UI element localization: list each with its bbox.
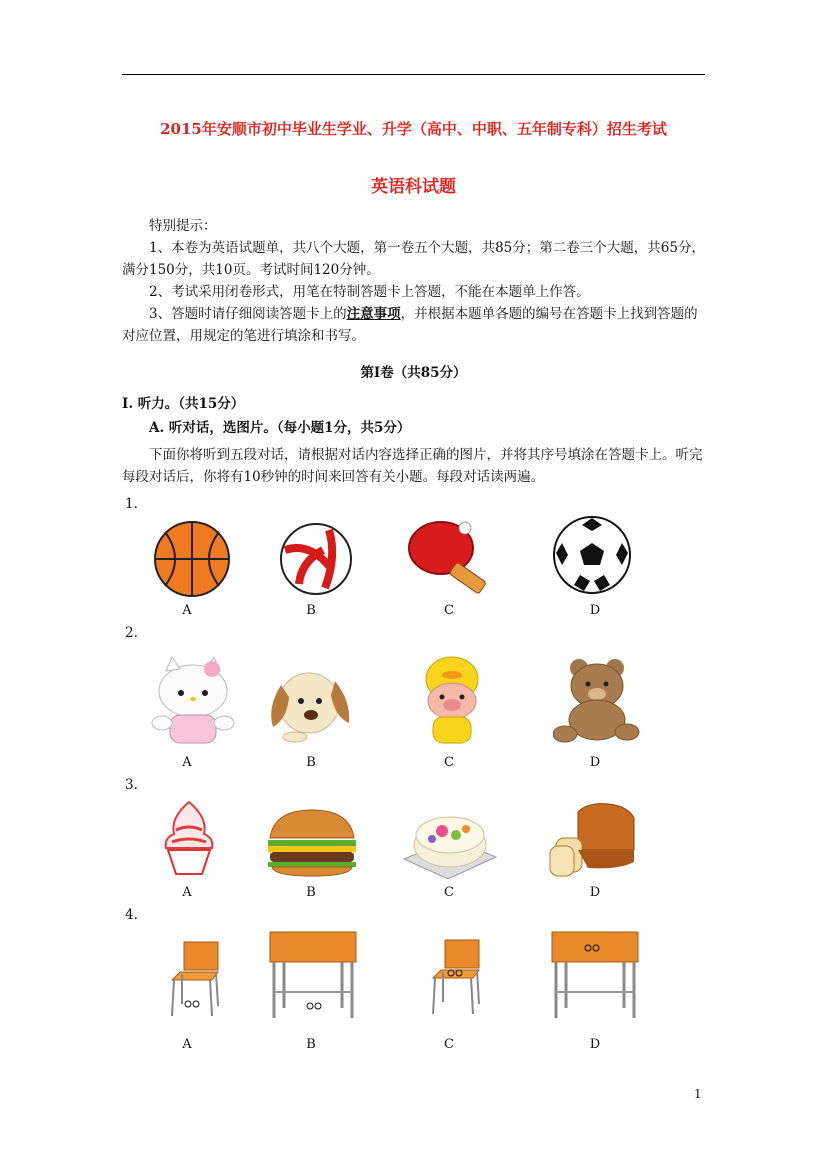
chair-glasses-under-icon (166, 940, 222, 1020)
option-label-d: D (589, 1037, 601, 1052)
hamburger-icon (264, 806, 360, 878)
option-label-a: A (182, 755, 192, 770)
part-a-instructions: 下面你将听到五段对话，请根据对话内容选择正确的图片，并将其序号填涂在答题卡上。听完每段对话后，你将有10秒钟的时间来回答有关小题。每段对话读两遍。 (122, 447, 703, 485)
bread-loaf-icon (548, 802, 638, 878)
notes-item-2: 2、考试采用闭卷形式，用笔在特制答题卡上答题，不能在本题单上作答。 (149, 284, 590, 300)
table-tennis-paddle-icon (405, 518, 497, 596)
option-label-b: B (306, 755, 316, 770)
question-number: 2. (125, 625, 138, 641)
page-number: 1 (694, 1087, 702, 1101)
option-label-a: A (182, 885, 192, 900)
question-number: 1. (125, 496, 138, 512)
option-label-c: C (444, 1037, 454, 1052)
notes-item-3-pre: 3、答题时请仔细阅读答题卡上的 (149, 306, 347, 322)
header-rule (122, 74, 705, 75)
ice-cream-icon (158, 800, 220, 878)
question-number: 3. (125, 777, 138, 793)
plush-dog-icon (265, 657, 353, 745)
part-a-title: A. 听对话，选图片。（每小题1分，共5分） (149, 420, 411, 436)
option-label-b: B (306, 1037, 316, 1052)
hello-kitty-toy-icon (148, 655, 238, 747)
option-label-d: D (589, 885, 601, 900)
option-label-d: D (589, 755, 601, 770)
option-label-a: A (182, 1037, 192, 1052)
option-label-b: B (306, 603, 316, 618)
option-label-a: A (182, 603, 192, 618)
basketball-icon (153, 520, 231, 598)
notes-item-1: 1、本卷为英语试题单，共八个大题，第一卷五个大题，共85分；第二卷三个大题，共65分，满分150分，共10页。考试时间120分钟。 (122, 240, 705, 278)
option-label-c: C (444, 755, 454, 770)
desk-glasses-on-icon (550, 930, 640, 1020)
chair-glasses-on-icon (427, 938, 483, 1018)
option-label-b: B (306, 885, 316, 900)
notes-item-3 (122, 303, 705, 347)
volleyball-icon (279, 522, 353, 596)
notes-item-3-emphasis: 注意事项 (346, 306, 401, 322)
plush-pig-duck-icon (415, 655, 490, 747)
option-label-c: C (444, 885, 454, 900)
exam-title: 2015年安顺市初中毕业生学业、升学（高中、中职、五年制专科）招生考试 (160, 120, 667, 138)
subject-title: 英语科试题 (371, 177, 456, 197)
teddy-bear-icon (553, 656, 641, 746)
question-number: 4. (125, 907, 138, 923)
section-1-title: I. 听力。（共15分） (122, 396, 245, 412)
notes-item-3-post: ，并根据本题单各题的编号在答题卡上找到答题的对应位置，用规定的笔进行填涂和书写。 (122, 306, 698, 344)
birthday-cake-icon (400, 805, 498, 881)
soccer-ball-icon (552, 515, 632, 595)
option-label-d: D (589, 603, 601, 618)
notes-heading: 特别提示： (149, 218, 217, 234)
desk-glasses-under-icon (268, 930, 358, 1020)
option-label-c: C (444, 603, 454, 618)
volume-title: 第Ⅰ卷（共85分） (360, 365, 467, 381)
